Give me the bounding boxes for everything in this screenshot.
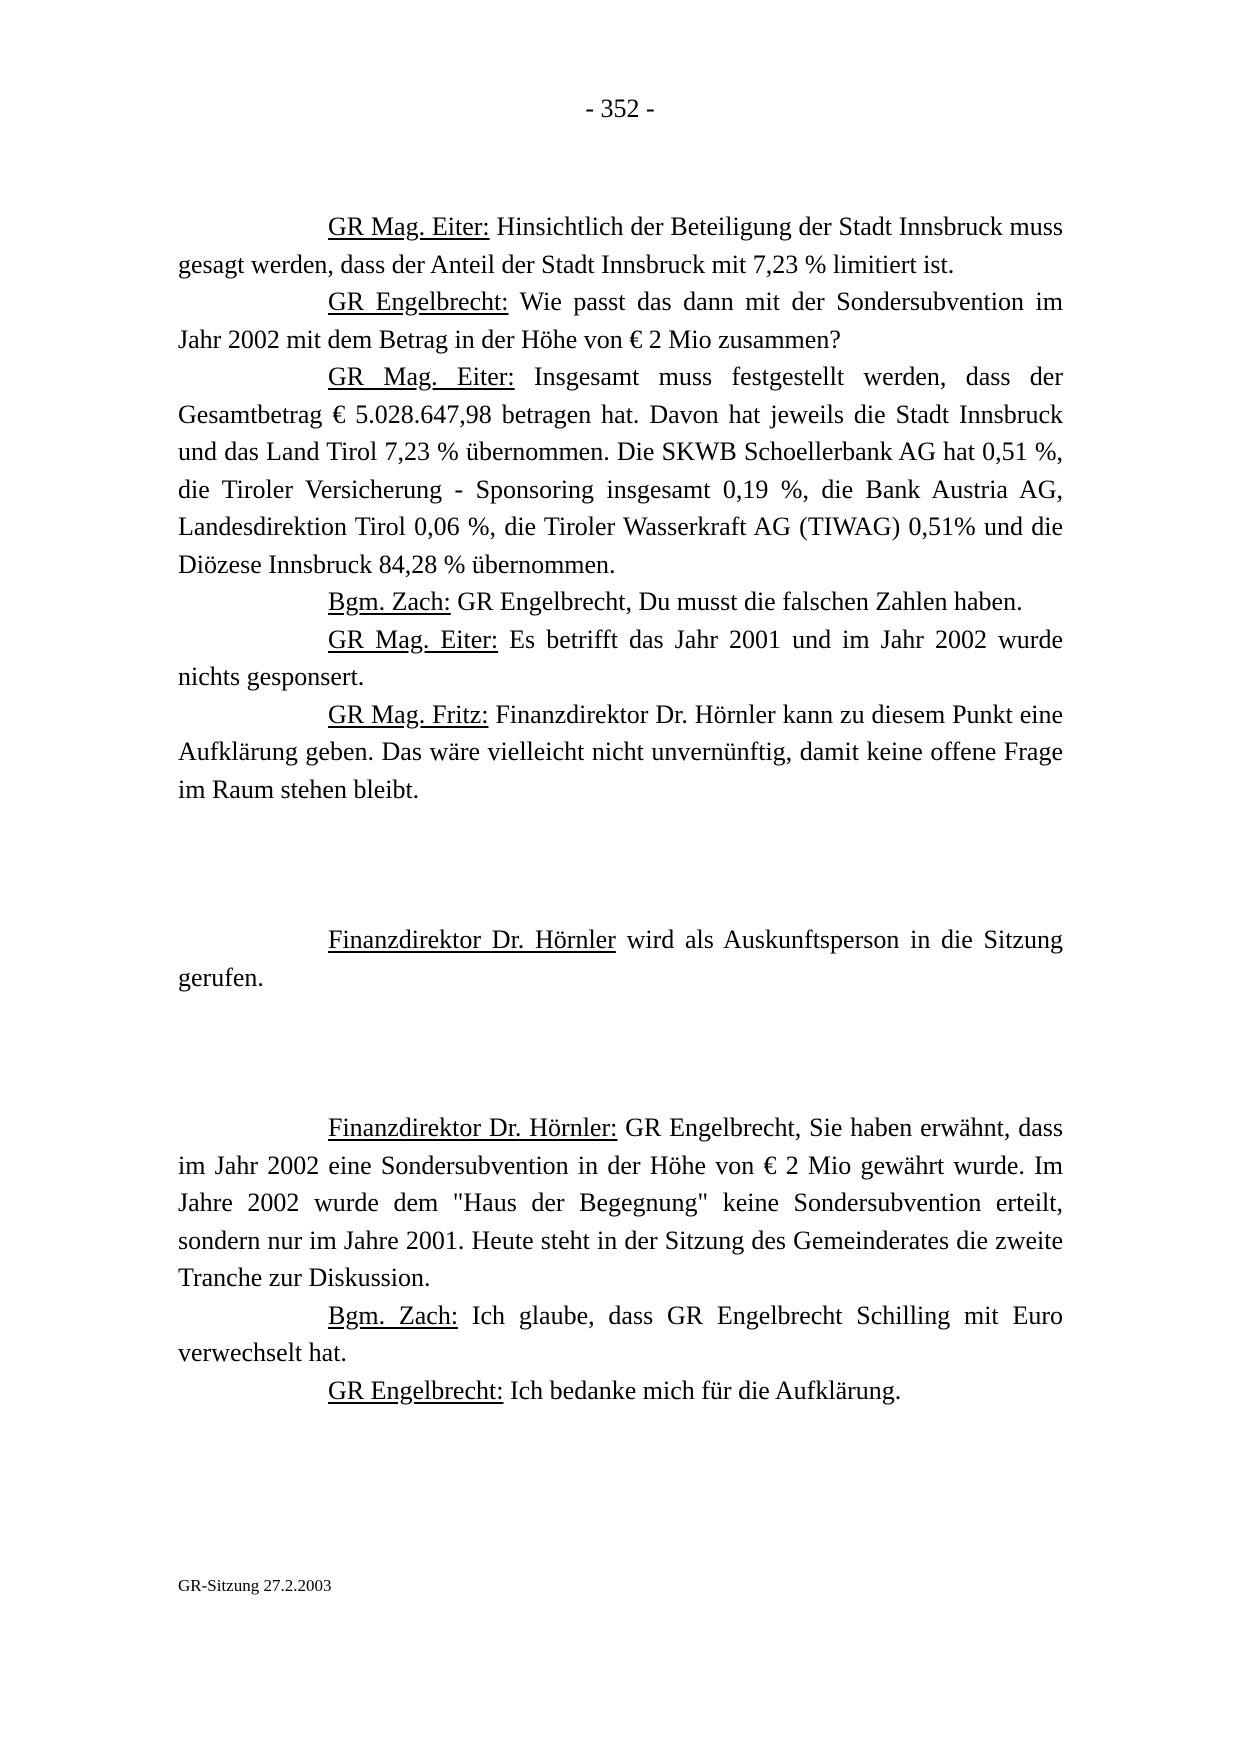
statement-text: Insgesamt muss festgestellt werden, dass der Gesamtbetrag € 5.028.647,98 betragen hat. Davon hat jeweils die Stadt Innsbruck und das Land Tirol 7,23 % übernommen. Die SKWB Schoellerbank AG hat 0,51 %, die Tiroler Versicherung - Sponsoring insgesamt 0,19 %, die Bank Austria AG, Landesdirektion Tirol 0,06 %, die Tiroler Wasserkraft AG (TIWAG) 0,51% und die Diözese Innsbruck 84,28 % übernommen. <box>178 362 1063 579</box>
statement-text: Ich bedanke mich für die Aufklärung. <box>503 1375 902 1405</box>
statement-text: Ich glaube, dass GR Engelbrecht Schilling mit Euro verwechselt hat. <box>178 1300 1063 1367</box>
statement-text: Hinsichtlich der Beteiligung der Stadt Innsbruck muss gesagt werden, dass der Anteil der Stadt Innsbruck mit 7,23 % limitiert ist. <box>178 212 1064 279</box>
speaker-name: Bgm. Zach: <box>328 1300 459 1330</box>
speaker-name: Finanzdirektor Dr. Hörnler <box>328 925 616 954</box>
notice-text: wird als Auskunftsperson in die Sitzung gerufen. <box>178 925 1063 992</box>
statement-engelbrecht-2 <box>178 1372 1063 1410</box>
speaker-name: GR Mag. Eiter: <box>328 362 515 391</box>
speaker-name: GR Engelbrecht: <box>328 1375 504 1405</box>
speaker-name: Finanzdirektor Dr. Hörnler: <box>328 1113 618 1142</box>
statement-engelbrecht-1 <box>178 283 1063 358</box>
protocol-body <box>178 208 1063 1409</box>
statement-zach-1 <box>178 583 1063 621</box>
statement-text: Wie passt das dann mit der Sondersubvention im Jahr 2002 mit dem Betrag in der Höhe von € 2 Mio zusammen? <box>178 287 1064 354</box>
statement-hoernler-1 <box>178 1109 1063 1297</box>
statement-text: GR Engelbrecht, Sie haben erwähnt, dass im Jahr 2002 eine Sondersubvention in der Höhe von € 2 Mio gewährt wurde. Im Jahre 2002 wurde dem "Haus der Begegnung" keine Sondersubvention erteilt, sondern nur im Jahre 2001. Heute steht in der Sitzung des Gemeinderates die zweite Tranche zur Diskussion. <box>178 1113 1064 1292</box>
statement-text: Finanzdirektor Dr. Hörnler kann zu diesem Punkt eine Aufklärung geben. Das wäre vielleicht nicht unvernünftig, damit keine offene Frage im Raum stehen bleibt. <box>178 699 1064 804</box>
speaker-name: GR Mag. Fritz: <box>328 699 489 729</box>
footer-session-date: GR-Sitzung 27.2.2003 <box>178 1576 332 1595</box>
statement-eiter-1 <box>178 208 1063 283</box>
statement-eiter-3 <box>178 621 1063 696</box>
speaker-name: Bgm. Zach: <box>328 587 451 616</box>
page-number: - 352 - <box>585 94 655 123</box>
statement-eiter-2 <box>178 358 1063 583</box>
speaker-name: GR Engelbrecht: <box>328 287 509 316</box>
procedural-notice <box>178 921 1063 996</box>
statement-text: GR Engelbrecht, Du musst die falschen Zahlen haben. <box>450 587 1023 616</box>
speaker-name: GR Mag. Eiter: <box>328 624 499 654</box>
statement-zach-2 <box>178 1297 1063 1372</box>
statement-fritz-1 <box>178 696 1063 809</box>
speaker-name: GR Mag. Eiter: <box>328 212 490 241</box>
statement-text: Es betrifft das Jahr 2001 und im Jahr 2002 wurde nichts gesponsert. <box>178 624 1063 691</box>
